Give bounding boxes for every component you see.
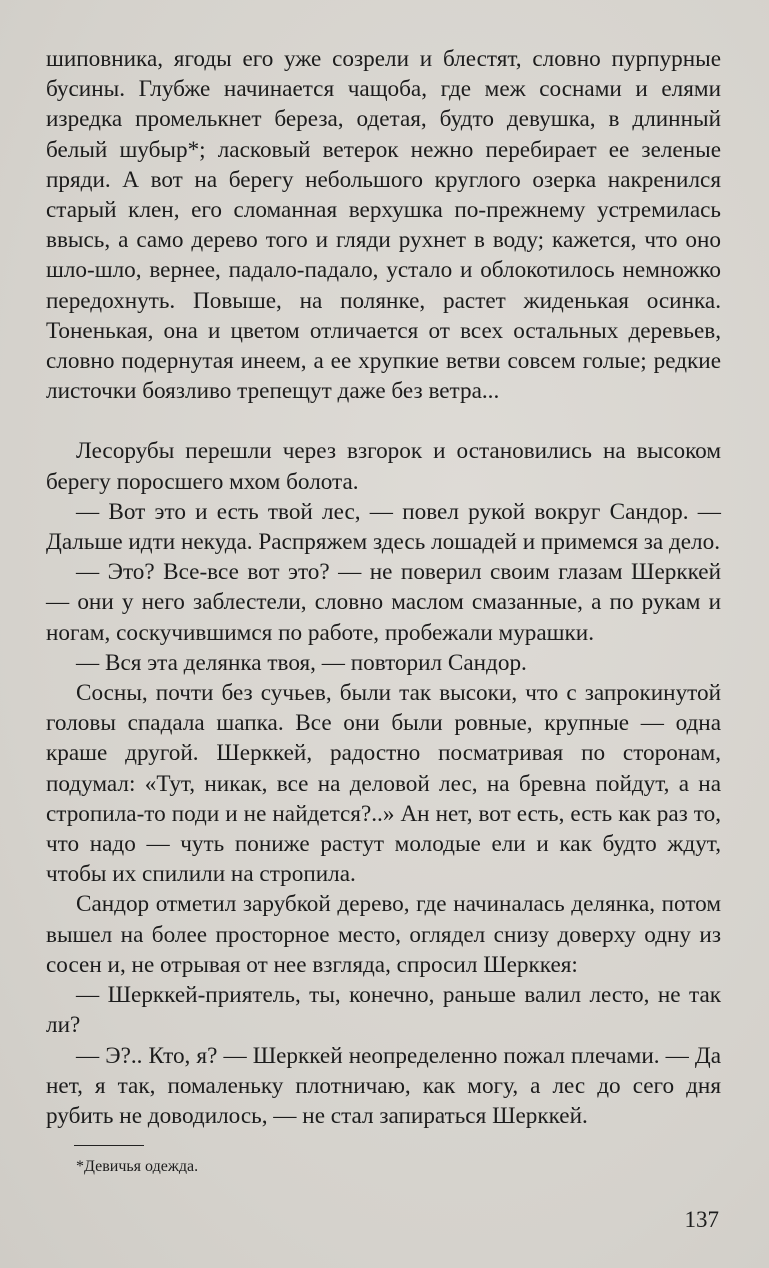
footnote-divider [74,1145,144,1146]
paragraph-sandor-question: — Шерккей-приятель, ты, конечно, раньше валил лесто, не так ли? [46,982,721,1039]
main-text [46,44,721,1131]
paragraph-sherkkey-surprised: — Это? Все-все вот это? — не поверил своим глазам Шерккей — они у него заблестели, словно маслом смазанные, а по рукам и ногам, соскучившимся по работе, пробежали мурашки. [46,559,721,646]
paragraph-sherkkey-answer: — Э?.. Кто, я? — Шерккей неопределенно пожал плечами. — Да нет, я так, помаленьку плотничаю, как могу, а лес до сего дня рубить не доводилось, — не стал запираться Шерккей. [46,1042,721,1129]
paragraph-sandor-marks-tree: Сандор отметил зарубкой дерево, где начиналась делянка, потом вышел на более просторное место, оглядел снизу доверху одну из сосен и, не отрывая от нее взгляда, спросил Шерккея: [46,891,721,978]
footnote: *Девичья одежда. [76,1158,199,1176]
page-number: 137 [684,1207,719,1232]
paragraph-pines: Сосны, почти без сучьев, были так высоки, что с запрокинутой головы спадала шапка. Все они были ровные, крупные — одна краше другой. Шерккей, радостно посматривая по сторонам, подумал: «Тут, никак, все на деловой лес, на бревна пойдут, а на стропила-то поди и не найдется?..» Ан нет, вот есть, есть как раз то, что надо — чуть пониже растут молодые ели и как будто ждут, чтобы их спилили на стропила. [46,680,721,888]
paragraph-sandor-repeats: — Вся эта делянка твоя, — повторил Сандор. [76,649,527,676]
paragraph-lumberjacks-arrive: Лесорубы перешли через взгорок и остановились на высоком берегу поросшего мхом болота. [46,438,721,495]
paragraph-forest-description: шиповника, ягоды его уже созрели и блестят, словно пурпурные бусины. Глубже начинается чащоба, где меж соснами и елями изредка промелькнет береза, одетая, будто девушка, в длинный белый шубыр*; ласковый ветерок нежно перебирает ее зеленые пряди. А вот на берегу небольшого круглого озерка накренился старый клен, его сломанная верхушка по-прежнему устремилась ввысь, а само дерево того и гляди рухнет в воду; кажется, что оно шло-шло, вернее, падало-падало, устало и облокотилось немножко передохнуть. Повыше, на полянке, растет жиденькая осинка. Тоненькая, она и цветом отличается от всех остальных деревьев, словно подернутая инеем, а ее хрупкие ветви совсем голые; редкие листочки боязливо трепещут даже без ветра... [46,46,721,405]
paragraph-sandor-speaks: — Вот это и есть твой лес, — повел рукой вокруг Сандор. — Дальше идти некуда. Распряжем здесь лошадей и примемся за дело. [46,498,721,556]
